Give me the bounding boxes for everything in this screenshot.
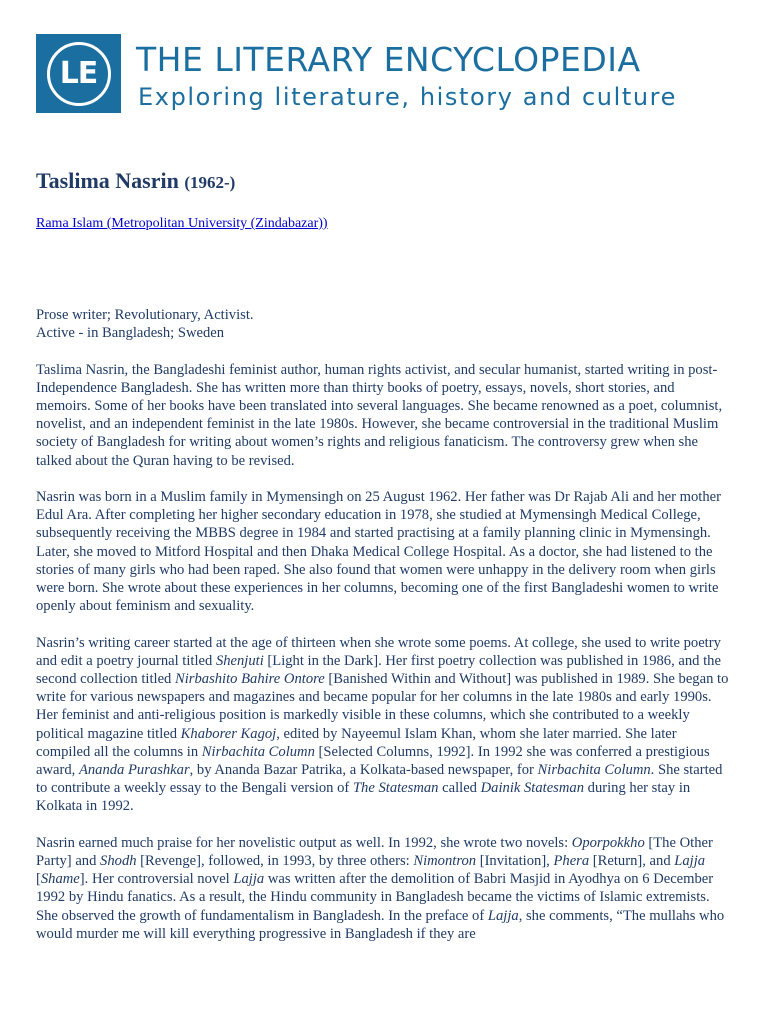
text-run: Taslima Nasrin, the Bangladeshi feminist author, human rights activist, and secular humanist, started writing in post-Independence Bangladesh. She has written more than thirty books of poetry, essays, novels, short stories, and memoirs. Some of her books have been translated into several languages. She became renowned as a poet, columnist, novelist, and an independent feminist in the late 1980s. However, she became controversial in the traditional Muslim society of Bangladesh for writing about women’s rights and religious fanaticism. The controversy grew when she talked about the Quran having to be revised.	[36, 361, 723, 469]
italic-title: Nirbachita Column	[537, 762, 651, 779]
text-run: , edited by Nayeemul Islam Khan, whom she later married. She later compiled all the columns in	[36, 725, 677, 760]
text-run: [Light in the Dark]. Her first poetry collection was published in 1986, and the second collection titled	[36, 652, 721, 688]
site-tagline: Exploring literature, history and culture	[138, 83, 677, 111]
italic-title: Dainik Statesman	[480, 780, 584, 797]
article-paragraph	[36, 488, 732, 615]
italic-title: Ananda Purashkar	[78, 762, 190, 779]
text-run: Nasrin’s writing career started at the age of thirteen when she wrote some poems. At college, she used to write poetry and edit a poetry journal titled	[36, 634, 721, 669]
text-run: [The Other Party] and	[36, 834, 713, 870]
text-run: . She started to contribute a weekly essay to the Bengali version of	[36, 762, 723, 797]
italic-title: Shodh	[100, 853, 137, 870]
italic-title: Lajja	[487, 907, 519, 924]
logo-mark: LE	[47, 42, 111, 106]
italic-title: Nimontron	[413, 853, 477, 870]
article-title-name: Taslima Nasrin	[36, 168, 179, 193]
italic-title: Nirbachita Column	[201, 743, 315, 760]
italic-title: Khaborer Kagoj	[180, 725, 277, 742]
article-body	[36, 306, 732, 961]
article-dates: (1962-)	[184, 173, 236, 192]
text-run: Nasrin was born in a Muslim family in Mymensingh on 25 August 1962. Her father was Dr Rajab Ali and her mother Edul Ara. After completing her higher secondary education in 1978, she studied at Mymensingh Medical College, subsequently receiving the MBBS degree in 1984 and started practising at a family planning clinic in Mymensingh. Later, she moved to Mitford Hospital and then Dhaka Medical College Hospital. As a doctor, she had listened to the stories of many girls who had been raped. She also found that women were unhappy in the delivery room when girls were born. She wrote about these experiences in her columns, becoming one of the first Bangladeshi women to write openly about feminism and sexuality.	[36, 489, 721, 615]
text-run: , she comments, “The mullahs who would murder me will kill everything progressive in Bangladesh if they are	[36, 907, 725, 942]
article-paragraph	[36, 361, 732, 470]
text-run: , by Ananda Bazar Patrika, a Kolkata-based newspaper, for	[189, 762, 538, 779]
text-run: during her stay in Kolkata in 1992.	[36, 780, 691, 815]
article-paragraph	[36, 834, 732, 943]
text-run: called	[438, 780, 481, 797]
text-run: Nasrin earned much praise for her novelistic output as well. In 1992, she wrote two novels:	[36, 834, 572, 851]
text-run: [	[36, 871, 41, 888]
site-logo[interactable]	[36, 34, 121, 113]
article-title	[36, 168, 235, 194]
italic-title: Lajja	[233, 871, 265, 888]
text-run: [Return], and	[589, 853, 675, 870]
italic-title: Shenjuti	[215, 652, 264, 669]
article-role: Prose writer; Revolutionary, Activist.	[36, 307, 254, 323]
article-active: Active - in Bangladesh; Sweden	[36, 325, 225, 342]
author-link[interactable]: Rama Islam (Metropolitan University (Zindabazar))	[36, 216, 328, 231]
text-run: [Selected Columns, 1992]. In 1992 she was conferred a prestigious award,	[36, 743, 710, 779]
text-run: [Banished Within and Without] was published in 1989. She began to write for various newspapers and magazines and became popular for her columns in the late 1980s and early 1990s. Her feminist and anti-religious position is markedly visible in these columns, which she contributed to a weekly political magazine titled	[36, 671, 729, 742]
text-run: [Invitation],	[476, 853, 554, 870]
site-title: THE LITERARY ENCYCLOPEDIA	[136, 40, 641, 79]
italic-title: Phera	[553, 853, 590, 870]
italic-title: Nirbashito Bahire Ontore	[175, 671, 325, 688]
italic-title: Shame	[40, 871, 80, 888]
italic-title: The Statesman	[352, 780, 439, 797]
text-run: was written after the demolition of Babri Masjid in Ayodhya on 6 December 1992 by Hindu fanatics. As a result, the Hindu community in Bangladesh became the victims of Islamic extremists. She observed the growth of fundamentalism in Bangladesh. In the preface of	[36, 871, 714, 924]
site-header	[36, 34, 736, 114]
italic-title: Oporpokkho	[571, 834, 645, 851]
italic-title: Lajja	[674, 853, 706, 870]
text-run: [Revenge], followed, in 1993, by three others:	[136, 853, 414, 870]
article-paragraph	[36, 634, 732, 816]
text-run: ]. Her controversial novel	[79, 871, 234, 888]
